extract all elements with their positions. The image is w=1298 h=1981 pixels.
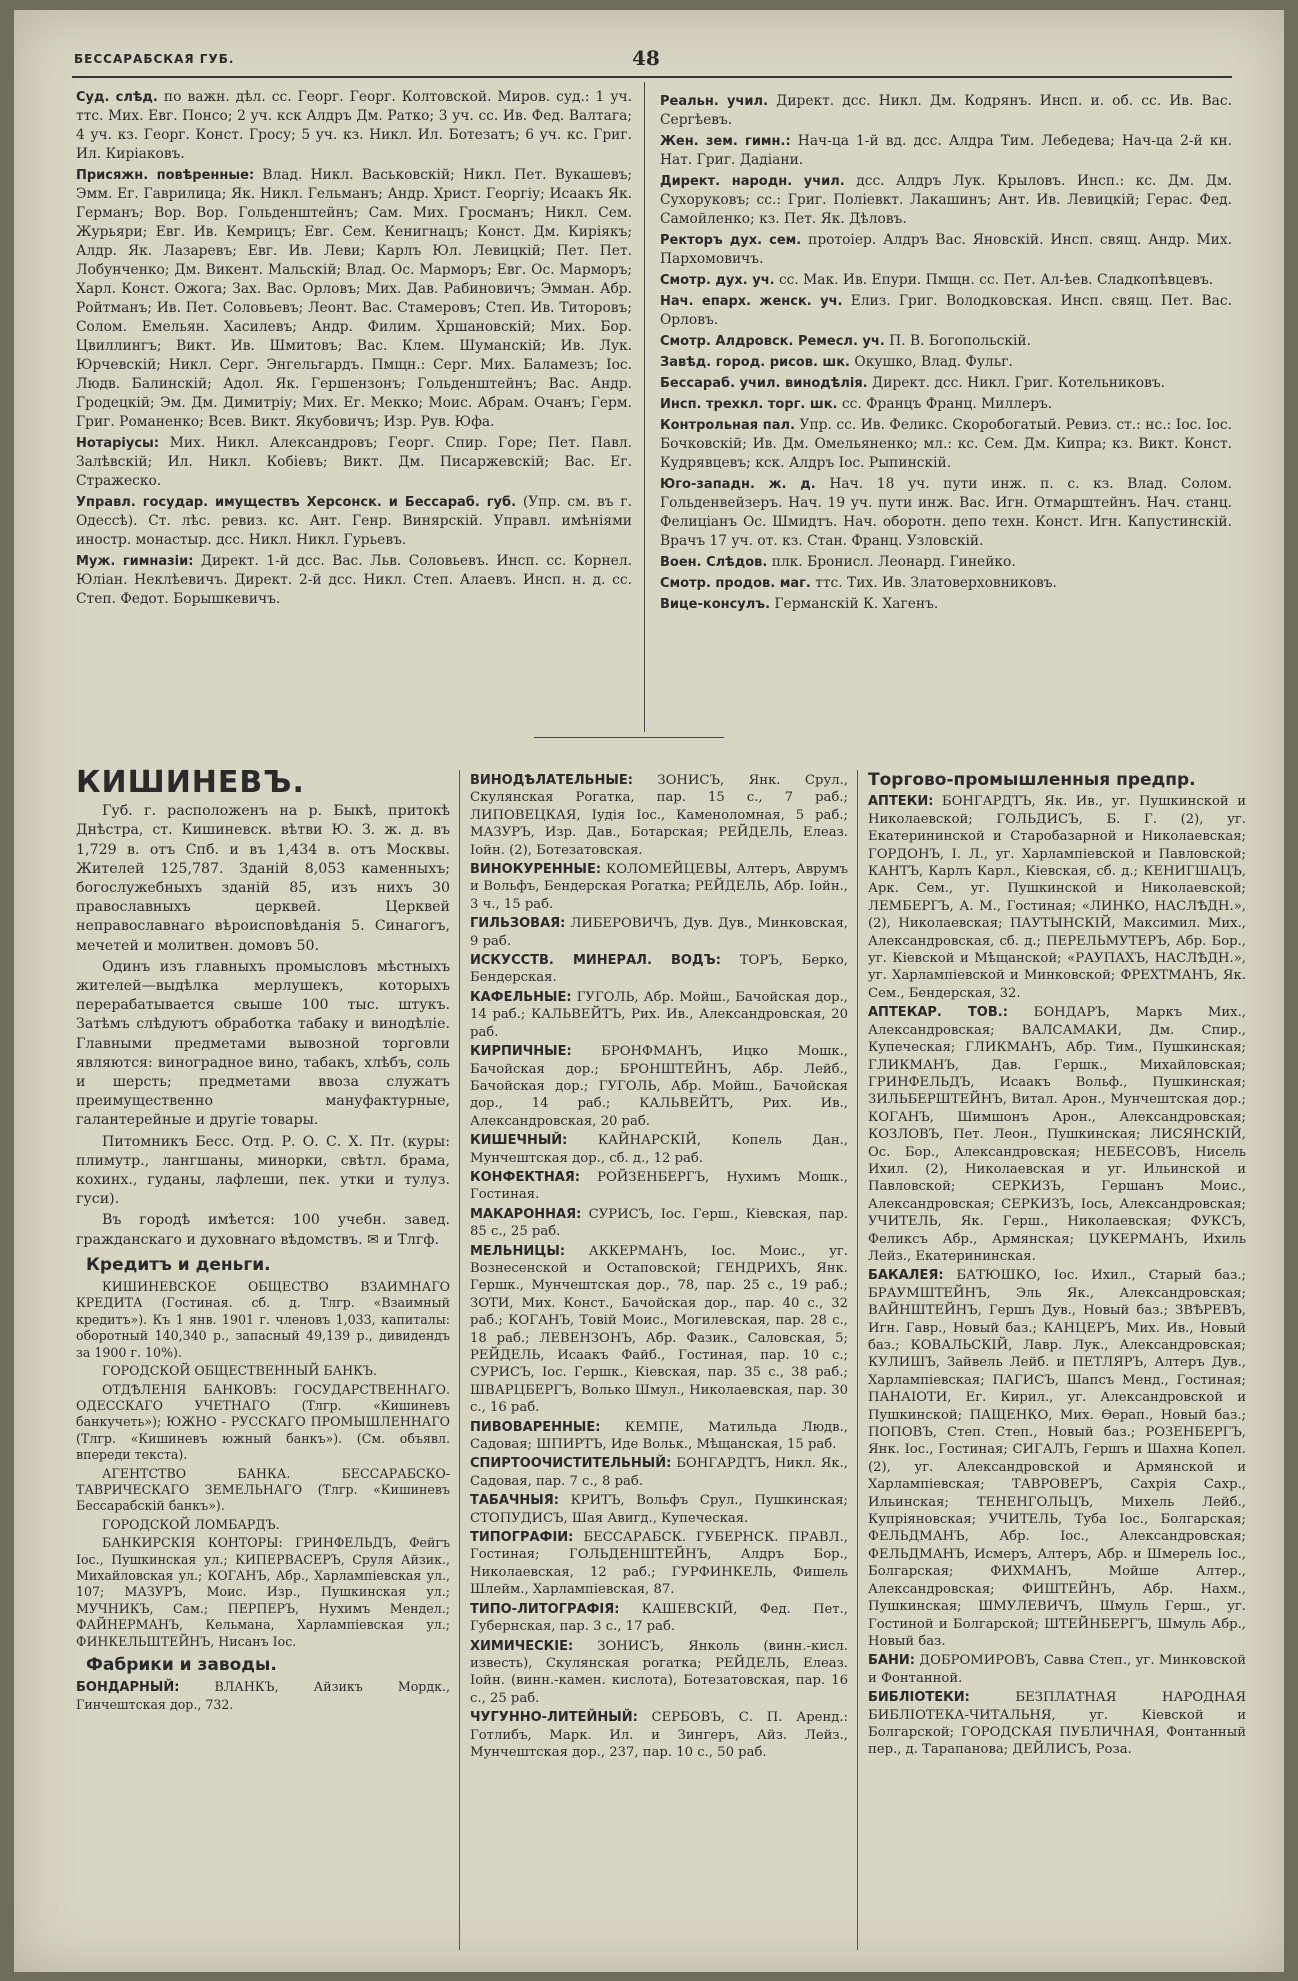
directory-entry: [660, 416, 1232, 473]
entry-label: ГИЛЬЗОВАЯ:: [470, 916, 566, 932]
directory-entry: [470, 952, 848, 987]
trade-column: [868, 772, 1246, 1761]
directory-entry: [470, 1132, 848, 1167]
directory-entry: [868, 793, 1246, 1002]
directory-entry: [868, 1689, 1246, 1759]
entry-text: БОНДАРЪ, Маркъ Мих., Александровская; ВАЛСАМАКИ, Дм. Спир., Купеческая; ГЛИКМАНЪ, Абр. Тим., Пушкинская; ГЛИКМАНЪ, Дав. Гершк., Михайловская; ГРИНФЕЛЬДЪ, Исаакъ Вольф., Пушкинская; ЗИЛЬБЕРШТЕЙНЪ, Витал. Арон., Мунчештская дор.; КОГАНЪ, Шимшонъ Арон., Александровская; КОЗЛОВЪ, Пет. Леон., Пушкинская; ЛИСЯНСКIЙ, Ос. Бор., Александровская; НЕБЕСОВЪ, Нисель Ихил. (2), Николаевская и уг. Ильинской и Павловской; СЕРКИЗЪ, Гершанъ Моис., Александровская; СЕРКИЗЪ, Iось, Александровская; УЧИТЕЛЬ, Як. Герш., Николаевская; ФУКСЪ, Феликсъ Абр., Армянская; ЦУКЕРМАНЪ, Ихиль Лейз., Екатерининская.: [868, 1005, 1246, 1264]
directory-entry: [470, 772, 848, 859]
city-title: КИШИНЕВЪ.: [76, 765, 305, 800]
entry-label: МАКАРОННАЯ:: [470, 1206, 582, 1222]
credit-entry: АГЕНТСТВО БАНКА. БЕССАРАБСКО-ТАВРИЧЕСКАГО ЗЕМЕЛЬНАГО (Тлгр. «Кишиневъ Бессарабскiй банкъ»).: [76, 1465, 450, 1514]
directory-entry: [660, 132, 1232, 170]
entry-text: Влад. Никл. Васьковскiй; Никл. Пет. Вукашевъ; Эмм. Ег. Гаврилица; Як. Никл. Гельманъ; Андр. Христ. Георгiу; Исаакъ Як. Германъ; Вор. Вор. Гольденштейнъ; Сам. Мих. Гросманъ; Никл. Сем. Журьяри; Евг. Ив. Кемрицъ; Евг. Сем. Кенигнацъ; Конст. Дм. Кирiякъ; Алдр. Як. Лазаревъ; Евг. Ив. Леви; Карлъ Юл. Левицкiй; Пет. Пет. Лобунченко; Дм. Викент. Мальскiй; Влад. Ос. Марморъ; Евг. Ос. Марморъ; Харл. Конст. Ожога; Зах. Вас. Орловъ; Мих. Дав. Рабиновичъ; Эмман. Абр. Ройтманъ; Ив. Пет. Соловьевъ; Леонт. Вас. Стамеровъ; Степ. Ив. Титоровъ; Солом. Емельян. Хасилевъ; Андр. Филим. Хршановскiй; Мих. Бор. Цвиллингъ; Викт. Ив. Шмитовъ; Вас. Клем. Шуманскiй; Ив. Лук. Юрчевскiй; Никл. Серг. Энгельгардъ. Пмщн.: Серг. Мих. Баламезъ; Iос. Людв. Балинскiй; Адол. Як. Гершензонъ; Гольденштейнъ; Вас. Андр. Гродецкiй; Эм. Дм. Димитрiу; Мих. Ег. Мекко; Моис. Абрам. Очанъ; Герм. Григ. Романенко; Всев. Викт. Якубовичъ; Изр. Рув. Юфа.: [76, 167, 633, 430]
entry-text: КОЛОМЕЙЦЕВЫ, Алтеръ, Аврумъ и Вольфъ, Бендерская Рогатка; РЕЙДЕЛЬ, Абр. Iойн., 3 ч., 15 раб.: [470, 862, 848, 912]
entry-text: БАТЮШКО, Iос. Ихил., Старый баз.; БРАУМШТЕЙНЪ, Эль Як., Александровская; ВАЙНШТЕЙНЪ, Гершъ Дув., Новый баз.; ЗВѢРЕВЪ, Игн. Гавр., Новый баз.; КАНЦЕРЪ, Мих. Ив., Новый баз.; КОВАЛЬСКIЙ, Лавр. Лук., Александровская; КУЛИШЪ, Зайвель Лейб. и ПЕТЛЯРЪ, Алтеръ Дув., Харлампiевская; ПАГИСЪ, Шапсъ Менд., Гостиная; ПАНАIОТИ, Ег. Кирил., уг. Александровской и Пушкинской; ПАЩЕНКО, Мих. Өерап., Новый баз.; ПОПОВЪ, Степ. Степ., Новый баз.; РОЗЕНБЕРГЪ, Янк. Iос., Гостиная; СИГАЛЪ, Гершъ и Шахна Копел. (2), уг. Александровской и Армянской и Харлампiевская; ТАВРОВЕРЪ, Сахрiя Сахр., Ильинская; ТЕНЕНГОЛЬЦЪ, Михель Лейб., Купрiяновская; УЧИТЕЛЬ, Туба Iос., Болгарская; ФЕЛЬДМАНЪ, Абр. Iос., Александровская; ФЕЛЬДМАНЪ, Исмеръ, Алтеръ, Абр. и Шмерель Iос., Болгарская; ФИХМАНЪ, Мойше Алтер., Александровская; ФИШТЕЙНЪ, Абр. Нахм., Пушкинская; ШМУЛЕВИЧЪ, Шмуль Герш., уг. Гостиной и Болгарской; ШТЕЙНБЕРГЪ, Шмуль Абр., Новый баз.: [868, 1268, 1246, 1649]
directory-entry: [660, 475, 1232, 551]
directory-entry: [660, 172, 1232, 229]
entry-text: РОЙЗЕНБЕРГЪ, Нухимъ Мошк., Гостиная.: [470, 1169, 848, 1203]
directory-entry: [470, 1043, 848, 1130]
directory-entry: [868, 1652, 1246, 1687]
entry-text: ЗОНИСЪ, Янколь (винн.-кисл. известь), Скулянская рогатка; РЕЙДЕЛЬ, Елеаз. Iойн. (винн.-камен. кислота), Ботезатовская, пар. 16 с., 25 раб.: [470, 1638, 848, 1706]
directory-entry: [660, 595, 1232, 614]
entry-text: ттс. Тих. Ив. Златоверховниковъ.: [815, 575, 1057, 591]
directory-entry: [660, 292, 1232, 330]
directory-entry: [470, 1492, 848, 1527]
directory-entry: [660, 395, 1232, 414]
entry-text: СУРИСЪ, Iос. Герш., Кiевская, пар. 85 с., 25 раб.: [470, 1206, 848, 1240]
entry-label: АПТЕКИ:: [868, 794, 934, 810]
entry-text: АККЕРМАНЪ, Iос. Моис., уг. Вознесенской и Остаповской; ГЕНДРИХЪ, Янк. Гершк., Мунчештская дор., 78, пар. 25 с., 19 раб.; ЗОТИ, Мих. Конст., Бачойская дор., пар. 40 с., 32 раб.; КОГАНЪ, Товiй Моис., Могилевская, пар. 28 с., 18 раб.; ЛЕВЕНЗОНЪ, Абр. Фазик., Саловская, 5; РЕЙДЕЛЬ, Исаакъ Файб., Гостиная, пар. 10 с.; СУРИСЪ, Iос. Гершк., Кiевская, пар. 35 с., 38 раб.; ШВАРЦБЕРГЪ, Волько Шмул., Николаевская, пар. 30 с., 16 раб.: [470, 1243, 848, 1416]
column-divider: [644, 82, 645, 732]
credit-section-title: Кредитъ и деньги.: [86, 1254, 271, 1275]
credit-entry: КИШИНЕВСКОЕ ОБЩЕСТВО ВЗАИМНАГО КРЕДИТА (Гостиная. сб. д. Тлгр. «Взаимный кредитъ»). Къ 1 янв. 1901 г. членовъ 1,033, капиталы: оборотный 140,340 р., запасный 49,139 р., дивидендъ за 1900 г. 10%).: [76, 1279, 450, 1360]
entry-text: ВЛАНКЪ, Айзикъ Мордк., Гинчештская дор., 732.: [76, 1679, 450, 1712]
directory-entry: [470, 1206, 848, 1241]
directory-entry: [660, 574, 1232, 593]
entry-label: Суд. слѣд.: [76, 90, 158, 105]
entry-text: ЗОНИСЪ, Янк. Срул., Скулянская Рогатка, пар. 15 с., 7 раб.; ЛИПОВЕЦКАЯ, Iудiя Iос., Каменоломная, 5 раб.; МАЗУРЪ, Изр. Дав., Ботарская; РЕЙДЕЛЬ, Елеаз. Iойн. (2), Ботезатовская.: [470, 773, 848, 858]
city-paragraph: Губ. г. расположенъ на р. Быкѣ, притокѣ Днѣстра, ст. Кишиневск. вѣтви Ю. З. ж. д. въ 1,729 в. отъ Спб. и въ 1,434 в. отъ Москвы. Жителей 125,787. Зданiй 8,053 каменныхъ; богослужебныхъ зданiй 85, изъ нихъ 30 православныхъ церквей. Церквей неправославнаго вѣроисповѣданiя 5. Синагогъ, мечетей и молитвен. домовъ 50.: [76, 803, 450, 954]
directory-entry: [470, 1601, 848, 1636]
directory-entry: [660, 374, 1232, 393]
entry-label: КИРПИЧНЫЕ:: [470, 1044, 572, 1060]
top-right-column: [660, 92, 1232, 616]
entry-text: протоiер. Алдръ Вас. Яновскiй. Инсп. свящ. Андр. Мих. Пархомовичъ.: [660, 232, 1232, 267]
directory-entry: [660, 271, 1232, 290]
directory-entry: [470, 1709, 848, 1761]
entry-label: ИСКУССТВ. МИНЕРАЛ. ВОДЪ:: [470, 953, 721, 969]
entry-text: КАШЕВСКIЙ, Фед. Пет., Губернская, пар. 3 с., 17 раб.: [470, 1601, 848, 1635]
factories-section-title: Фабрики и заводы.: [86, 1655, 277, 1676]
entry-label: ПИВОВАРЕННЫЕ:: [470, 1419, 601, 1435]
directory-entry: [76, 434, 632, 491]
city-column: [76, 765, 450, 1715]
entry-text: КРИТЪ, Вольфъ Срул., Пушкинская; СТОПУДИСЪ, Шая Авигд., Купеческая.: [470, 1493, 848, 1526]
entry-text: сс. Мак. Ив. Епури. Пмщн. сс. Пет. Ал-ѣев. Сладкопѣвцевъ.: [778, 272, 1214, 288]
entry-label: КОНФЕКТНАЯ:: [470, 1169, 580, 1185]
city-paragraph: Питомникъ Бесс. Отд. Р. О. С. Х. Пт. (куры: плимутр., лангшаны, минорки, свѣтл. брама, кохинх., гуданы, лафлеши, пек. утки и тулуз. гуси).: [76, 1133, 450, 1208]
directory-entry: [470, 1455, 848, 1490]
directory-entry: [76, 493, 632, 550]
trade-section-title: Торгово-промышленныя предпр.: [868, 770, 1196, 790]
entry-label: Вице-консулъ.: [660, 597, 771, 612]
entry-label: Реальн. учил.: [660, 94, 769, 109]
top-left-column: [76, 88, 632, 611]
directory-entry: [470, 1638, 848, 1708]
entry-label: Нач. епарх. женск. уч.: [660, 294, 843, 309]
entry-text: плк. Бронисл. Леонард. Гинейко.: [771, 554, 1016, 570]
entry-label: ХИМИЧЕСКIЕ:: [470, 1638, 574, 1654]
entry-text: по важн. дѣл. сс. Георг. Георг. Колтовской. Миров. суд.: 1 уч. ттс. Мих. Евг. Понсо; 2 уч. кск Алдръ Дм. Ратко; 3 уч. сс. Ив. Фед. Валтага; 4 уч. кз. Георг. Конст. Гросу; 5 уч. кз. Никл. Ил. Ботезатъ; 6 уч. кс. Григ. Ил. Кирiаковъ.: [76, 89, 632, 162]
entry-text: БРОНФМАНЪ, Ицко Мошк., Бачойская дор.; БРОНШТЕЙНЪ, Абр. Лейб., Бачойская дор.; ГУГОЛЬ, Абр. Мойш., Бачойская дор., 14 раб.; КАЛЬВЕЙТЪ, Рих. Ив., Александровская, 20 раб.: [470, 1044, 848, 1129]
directory-entry: [470, 1419, 848, 1454]
entry-label: Управл. государ. имуществъ Херсонск. и Бессараб. губ.: [76, 495, 517, 510]
entry-label: БАНИ:: [868, 1653, 915, 1669]
entry-label: БИБЛIОТЕКИ:: [868, 1690, 970, 1706]
entry-label: Присяжн. повѣренные:: [76, 168, 255, 183]
directory-entry: [470, 1529, 848, 1599]
entry-label: ВИНОКУРЕННЫЕ:: [470, 862, 602, 878]
page-header: [72, 32, 1232, 78]
entry-label: Нотарiусы:: [76, 436, 160, 451]
entry-label: Ректоръ дух. сем.: [660, 233, 802, 248]
entry-text: П. В. Богопольскiй.: [889, 333, 1031, 349]
entry-label: Смотр. Алдровск. Ремесл. уч.: [660, 334, 885, 349]
directory-entry: [660, 332, 1232, 351]
entry-text: БЕССАРАБСК. ГУБЕРНСК. ПРАВЛ., Гостиная; ГОЛЬДЕНШТЕЙНЪ, Алдръ Бор., Николаевская, 12 раб.; ГУРФИНКЕЛЬ, Фишель Шлейм., Харлампiевская, 87.: [470, 1530, 848, 1598]
entry-text: СЕРБОВЪ, С. П. Аренд.: Готлибъ, Марк. Ил. и Зингеръ, Айз. Лейз., Мунчештская дор., 237, пар. 10 с., 50 раб.: [470, 1710, 849, 1760]
credit-entry: ГОРОДСКОЙ ЛОМБАРДЪ.: [102, 1516, 280, 1532]
entry-text: БОНГАРДТЪ, Никл. Як., Садовая, пар. 7 с., 8 раб.: [470, 1456, 848, 1489]
entry-text: Упр. сс. Ив. Феликс. Скоробогатый. Ревиз. ст.: нс.: Iос. Iос. Бочковскiй; Ив. Дм. Омельяненко; мл.: кс. Сем. Дм. Кипра; кз. Викт. Конст. Кудрявцевъ; кск. Алдръ Iос. Рыпинскiй.: [660, 417, 1232, 471]
entry-text: ГУГОЛЬ, Абр. Мойш., Бачойская дор., 14 раб.; КАЛЬВЕЙТЪ, Рих. Ив., Александровская, 20 раб.: [470, 989, 848, 1040]
directory-entry: [470, 915, 848, 950]
entry-text: сс. Францъ Франц. Миллеръ.: [841, 396, 1053, 412]
entry-text: ТОРЪ, Берко, Бендерская.: [470, 953, 848, 986]
entry-label: ТАБАЧНЫЯ:: [470, 1493, 559, 1509]
entry-label: Завѣд. город. рисов. шк.: [660, 355, 850, 370]
entry-label: АПТЕКАР. ТОВ.:: [868, 1005, 1008, 1021]
page-number: 48: [632, 46, 660, 70]
entry-label: ТИПОГРАФIИ:: [470, 1530, 574, 1546]
entry-label: ТИПО-ЛИТОГРАФIЯ:: [470, 1601, 620, 1617]
entry-label: МЕЛЬНИЦЫ:: [470, 1243, 566, 1259]
directory-entry: [470, 1243, 848, 1417]
entry-label: Контрольная пал.: [660, 418, 796, 433]
city-paragraph: Въ городѣ имѣется: 100 учебн. завед. гражданскаго и духовнаго вѣдомствъ. ✉ и Тлгф.: [76, 1212, 450, 1248]
directory-entry: [868, 1267, 1246, 1650]
entry-label: Смотр. дух. уч.: [660, 273, 775, 288]
entry-label: Юго-западн. ж. д.: [660, 477, 816, 492]
directory-entry: [660, 92, 1232, 130]
entry-label: Бессараб. учил. винодѣлiя.: [660, 376, 868, 391]
entry-label: Воен. Слѣдов.: [660, 555, 768, 570]
entry-text: Германскiй К. Хагенъ.: [774, 596, 939, 612]
column-divider: [459, 770, 460, 1950]
directory-entry: [660, 553, 1232, 572]
directory-entry: [76, 88, 632, 164]
section-divider: [534, 737, 724, 738]
entry-label: КАФЕЛЬНЫЕ:: [470, 989, 572, 1005]
directory-entry: [868, 1004, 1246, 1265]
entry-label: СПИРТООЧИСТИТЕЛЬНЫЙ:: [470, 1456, 672, 1472]
factory-entry: [76, 1679, 450, 1713]
directory-entry: [660, 353, 1232, 372]
running-head: БЕССАРАБСКАЯ ГУБ.: [74, 52, 235, 66]
credit-entry: ОТДѢЛЕНIЯ БАНКОВЪ: ГОСУДАРСТВЕННАГО. ОДЕССКАГО УЧЕТНАГО (Тлгр. «Кишиневъ банкучеть»); ЮЖНО - РУССКАГО ПРОМЫШЛЕННАГО (Тлгр. «Кишиневъ южный банкъ»). (См. объявл. впереди текста).: [76, 1381, 450, 1463]
directory-entry: [470, 861, 848, 913]
entry-label: Директ. народн. учил.: [660, 174, 845, 189]
directory-entry: [76, 166, 632, 432]
credit-entry: БАНКИРСКIЯ КОНТОРЫ: ГРИНФЕЛЬДЪ, Фейгъ Iос., Пушкинская ул.; КИПЕРВАСЕРЪ, Сруля Айзик., Михайловская ул.; КОГАНЪ, Абр., Харлампiевская ул., 107; МАЗУРЪ, Моис. Изр., Пушкинская ул.; МУЧНИКЪ, Сам.; ПЕРПЕРЪ, Нухимъ Мендел.; ФАЙНЕРМАНЪ, Кельмана, Харлампiевская ул.; ФИНКЕЛЬШТЕЙНЪ, Нисанъ Iос.: [76, 1535, 450, 1649]
document-page: [14, 10, 1284, 1972]
entry-text: (Упр. см. въ г. Одессѣ). Ст. лѣс. ревиз. кс. Ант. Генр. Винярскiй. Управл. имѣнiями иностр. монастыр. дсс. Никл. Никл. Гурьевъ.: [76, 494, 632, 548]
entry-text: Директ. дсс. Никл. Дм. Кодрянъ. Инсп. и. об. сс. Ив. Вас. Сергѣевъ.: [660, 93, 1233, 128]
column-divider: [857, 770, 858, 1950]
directory-entry: [470, 989, 848, 1041]
entry-label: Смотр. продов. маг.: [660, 576, 811, 591]
entry-text: БЕЗПЛАТНАЯ НАРОДНАЯ БИБЛIОТЕКА-ЧИТАЛЬНЯ, уг. Кiевской и Болгарской; ГОРОДСКАЯ ПУБЛИЧНАЯ, Фонтанный пер., д. Тарапанова; ДЕЙЛИСЪ, Роза.: [868, 1690, 1246, 1758]
entry-text: Окушко, Влад. Фульг.: [854, 354, 1013, 370]
entry-text: Мих. Никл. Александровъ; Георг. Спир. Горе; Пет. Павл. Залѣвскiй; Ил. Никл. Кобiевъ; Викт. Дм. Писаржевскiй; Вас. Ег. Стражеско.: [76, 435, 632, 489]
entry-label: Муж. гимназiи:: [76, 554, 194, 569]
factories-column: [470, 772, 848, 1763]
entry-label: Инсп. трехкл. торг. шк.: [660, 397, 838, 412]
entry-text: ДОБРОМИРОВЪ, Савва Степ., уг. Минковской и Фонтанной.: [868, 1653, 1246, 1686]
city-paragraph: Одинъ изъ главныхъ промысловъ мѣстныхъ жителей—выдѣлка мерлушекъ, которыхъ перерабатывается свыше 100 тыс. штукъ. Затѣмъ слѣдуютъ обработка табаку и винодѣлiе. Главными предметами вывозной торговли являются: виноградное вино, табакъ, хлѣбъ, соль и шерсть; предметами ввоза служатъ преимущественно мануфактурные, галантерейные и другiе товары.: [76, 958, 450, 1129]
entry-label: БОНДАРНЫЙ:: [76, 1680, 180, 1696]
directory-entry: [660, 231, 1232, 269]
entry-text: дсс. Алдръ Лук. Крыловъ. Инсп.: кс. Дм. Дм. Сухоруковъ; сс.: Григ. Полiевкт. Лакашинъ; Ант. Ив. Левицкiй; Герас. Фед. Самойленко; кз. Пет. Як. Дѣловъ.: [660, 173, 1232, 227]
entry-text: Елиз. Григ. Володковская. Инсп. свящ. Пет. Вас. Орловъ.: [660, 293, 1232, 328]
entry-label: ВИНОДѢЛАТЕЛЬНЫЕ:: [470, 773, 633, 788]
entry-label: БАКАЛЕЯ:: [868, 1268, 944, 1284]
entry-label: КИШЕЧНЫЙ:: [470, 1133, 568, 1149]
directory-entry: [470, 1169, 848, 1204]
entry-text: КАЙНАРСКIЙ, Копель Дан., Мунчештская дор., сб. д., 12 раб.: [470, 1133, 848, 1166]
credit-entry: ГОРОДСКОЙ ОБЩЕСТВЕННЫЙ БАНКЪ.: [102, 1363, 377, 1379]
entry-text: БОНГАРДТЪ, Як. Ив., уг. Пушкинской и Николаевской; ГОЛЬДИСЪ, Б. Г. (2), уг. Екатерининской и Старобазарной и Николаевская; ГОРДОНЪ, I. Л., уг. Харлампiевской и Павловской; КАНТЪ, Карлъ Карл., Кiевская, сб. д.; КЕНИГШАЦЪ, Арк. Сем., уг. Пушкинской и Николаевской; ЛЕМБЕРГЪ, А. М., Гостиная; «ЛИНКО, НАСЛѢДН.», (2), Николаевская; ПАУТЫНСКIЙ, Максимил. Мих., Александровская, сб. д.; ПЕРЕЛЬМУТЕРЪ, Абр. Бор., уг. Кiевской и Мѣщанской; «РАУПАХЪ, НАСЛѢДН.», уг. Харлампiевской и Минковской; ФРЕХТМАНЪ, Як. Сем., Бендерская, 32.: [868, 794, 1246, 1001]
entry-label: ЧУГУННО-ЛИТЕЙНЫЙ:: [470, 1710, 638, 1726]
entry-text: Нач. 18 уч. пути инж. п. с. кз. Влад. Солом. Гольденвейзеръ. Нач. 19 уч. пути инж. Вас. Игн. Отмарштейнъ. Нач. станц. Фелицiанъ Ос. Шмидтъ. Нач. оборотн. депо техн. Конст. Игн. Капустинскiй. Врачъ 17 уч. от. кз. Стан. Франц. Узловскiй.: [660, 476, 1232, 549]
entry-text: Нач-ца 1-й вд. дсс. Алдра Тим. Лебедева; Нач-ца 2-й кн. Нат. Григ. Дадiани.: [660, 133, 1232, 168]
entry-text: Директ. дсс. Никл. Григ. Котельниковъ.: [872, 375, 1166, 391]
entry-label: Жен. зем. гимн.:: [660, 134, 791, 149]
entry-text: ЛИБЕРОВИЧЪ, Дув. Дув., Минковская, 9 раб.: [470, 916, 848, 949]
directory-entry: [76, 552, 632, 609]
entry-text: КЕМПЕ, Матильда Людв., Садовая; ШПИРТЪ, Иде Вольк., Мѣщанская, 15 раб.: [470, 1419, 848, 1453]
entry-text: Директ. 1-й дсс. Вас. Льв. Соловьевъ. Инсп. сс. Корнел. Юлiан. Неклѣевичъ. Директ. 2-й дсс. Никл. Степ. Алаевъ. Инсп. н. д. сс. Степ. Федот. Борышкевичъ.: [76, 553, 632, 607]
